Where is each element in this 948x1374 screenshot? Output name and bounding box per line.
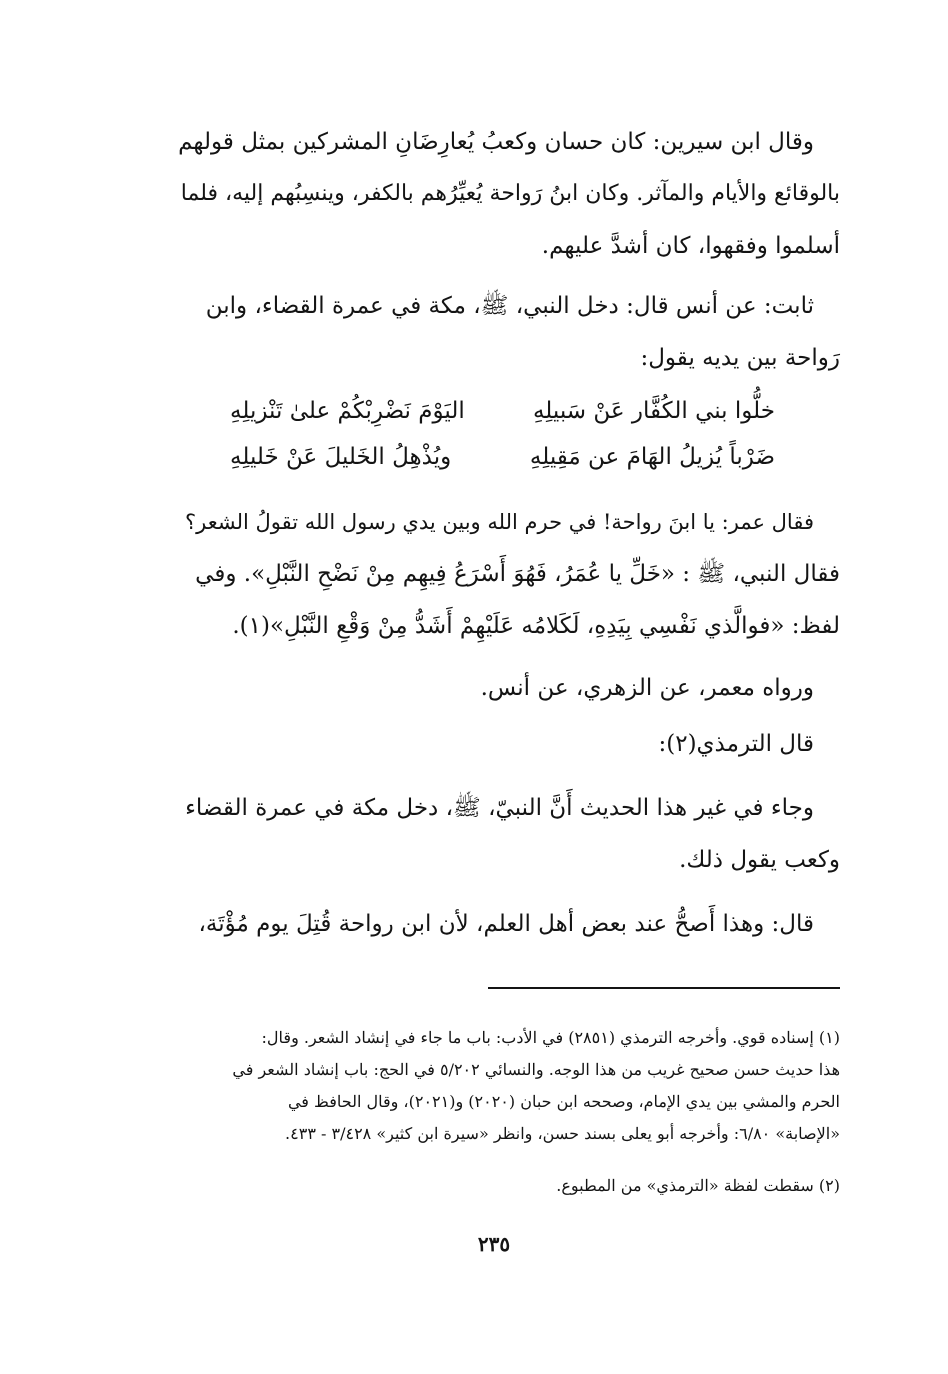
footnote-line: (٢) سقطت لفظة «الترمذي» من المطبوع. bbox=[556, 1176, 840, 1195]
paragraph-tirmidhi bbox=[172, 718, 840, 770]
footnote-1 bbox=[172, 1022, 840, 1150]
paragraph-ibn-sirin bbox=[172, 116, 840, 272]
text-line: فقال النبي، ﷺ : «خَلِّ يا عُمَرُ، فَهُوَ أَسْرَعُ فِيهِم مِنْ نَضْحِ النَّبْلِ». وفي bbox=[195, 561, 840, 587]
footnote-line: (١) إسناده قوي. وأخرجه الترمذي (٢٨٥١) في الأدب: باب ما جاء في إنشاد الشعر. وقال: bbox=[261, 1028, 840, 1047]
verse-line-1 bbox=[230, 388, 775, 434]
verse-second-hemistich: اليَوْمَ نَضْرِبْكُمْ علىٰ تَنْزيلِهِ bbox=[230, 398, 465, 424]
text-line: وكعب يقول ذلك. bbox=[679, 847, 840, 873]
footnote-line: هذا حديث حسن صحيح غريب من هذا الوجه. والنسائي ٥/٢٠٢ في الحج: باب إنشاد الشعر في bbox=[232, 1060, 840, 1079]
paragraph-sounder bbox=[172, 898, 840, 950]
text-line: بالوقائع والأيام والمآثر. وكان ابنُ رَواحة يُعيِّرُهم بالكفر، وينسِبُهم إليه، فلما bbox=[180, 181, 840, 206]
verse-first-hemistich: خلُّوا بني الكُفَّار عَنْ سَبيلِهِ bbox=[532, 398, 775, 424]
text-line: أسلموا وفقهوا، كان أشدَّ عليهم. bbox=[541, 233, 840, 259]
text-line: وقال ابن سيرين: كان حسان وكعبُ يُعارِضَانِ المشركين بمثل قولهم bbox=[178, 129, 814, 155]
text-line: قال الترمذي(٢): bbox=[658, 731, 814, 757]
paragraph-another-hadith bbox=[172, 782, 840, 886]
footnote-line: الحرم والمشي بين يدي الإمام، وصححه ابن حبان (٢٠٢٠) و(٢٠٢١)، وقال الحافظ في bbox=[287, 1092, 840, 1111]
footnote-separator bbox=[488, 987, 840, 989]
page-number: ٢٣٥ bbox=[477, 1232, 511, 1256]
paragraph-umar bbox=[172, 496, 840, 652]
text-line: فقال عمر: يا ابنَ رواحة! في حرم الله وبين يدي رسول الله تقولُ الشعر؟ bbox=[185, 510, 814, 534]
paragraph-thabit bbox=[172, 280, 840, 384]
text-line: لفظ: «فوالَّذي نَفْسِي بِيَدِهِ، لَكَلامُه عَلَيْهِمْ أَشَدُّ مِنْ وَقْعِ النَّبْلِ»(١). bbox=[232, 613, 840, 639]
text-line: رَواحة بين يديه يقول: bbox=[640, 345, 840, 371]
footnote-2 bbox=[172, 1170, 840, 1202]
verse-second-hemistich: ويُذْهِلُ الخَليلَ عَنْ خَليلِهِ bbox=[230, 444, 452, 470]
verse-first-hemistich: ضَرْباً يُزيلُ الهَامَ عن مَقِيلِهِ bbox=[529, 444, 775, 470]
paragraph-mamar bbox=[172, 662, 840, 714]
text-line: قال: وهذا أَصحُّ عند بعض أهل العلم، لأن ابن رواحة قُتِلَ يوم مُؤْتَة، bbox=[198, 911, 814, 937]
text-line: وجاء في غير هذا الحديث أَنَّ النبيّ، ﷺ، دخل مكة في عمرة القضاء bbox=[185, 795, 814, 821]
text-line: ثابت: عن أنس قال: دخل النبي، ﷺ، مكة في عمرة القضاء، وابن bbox=[205, 293, 814, 319]
verse-line-2 bbox=[230, 434, 775, 480]
footnote-line: «الإصابة» ٦/٨٠: وأخرجه أبو يعلى بسند حسن، وانظر «سيرة ابن كثير» ٣/٤٢٨ - ٤٣٣. bbox=[285, 1124, 840, 1143]
text-line: ورواه معمر، عن الزهري، عن أنس. bbox=[480, 675, 814, 701]
